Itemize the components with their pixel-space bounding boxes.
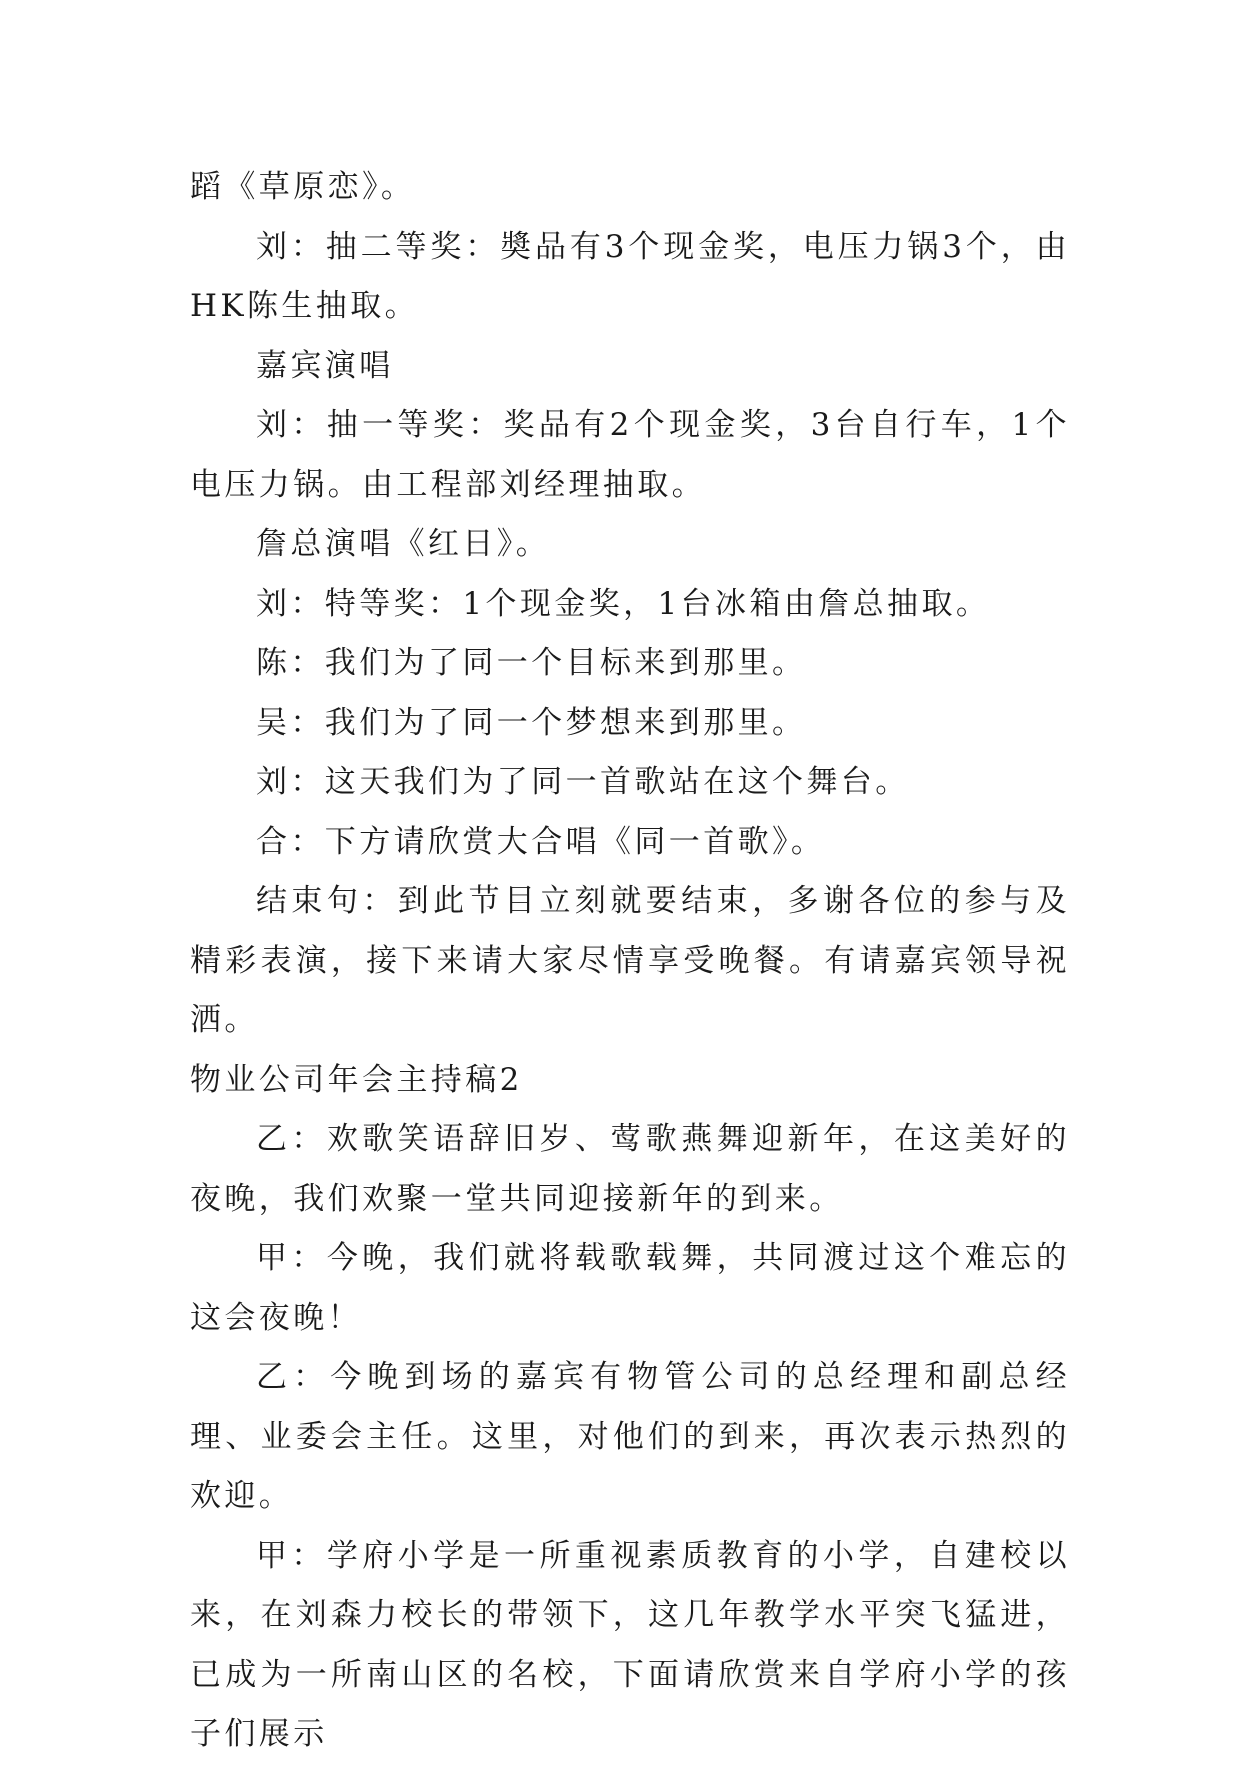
paragraph: 甲：学府小学是一所重视素质教育的小学，自建校以来，在刘森力校长的带领下，这几年教学水平突飞猛进，已成为一所南山区的名校，下面请欣赏来自学府小学的孩子们展示 xyxy=(190,1537,1070,1752)
paragraph: 刘：抽一等奖：奖品有2个现金奖，3台自行车，1个电压力锅。由工程部刘经理抽取。 xyxy=(190,407,1070,503)
paragraph: 詹总演唱《红日》。 xyxy=(256,526,551,562)
paragraph: 陈：我们为了同一个目标来到那里。 xyxy=(256,645,807,681)
paragraph: 刘：特等奖：1个现金奖，1台冰箱由詹总抽取。 xyxy=(256,585,991,622)
paragraph: 蹈《草原恋》。 xyxy=(190,169,416,205)
document-body xyxy=(190,158,1070,1765)
paragraph: 乙：欢歌笑语辞旧岁、莺歌燕舞迎新年，在这美好的夜晚，我们欢聚一堂共同迎接新年的到来。 xyxy=(190,1121,1070,1217)
paragraph: 甲：今晚，我们就将载歌载舞，共同渡过这个难忘的这会夜晚！ xyxy=(190,1240,1070,1336)
paragraph: 吴：我们为了同一个梦想来到那里。 xyxy=(256,704,807,741)
paragraph: 乙：今晚到场的嘉宾有物管公司的总经理和副总经理、业委会主任。这里，对他们的到来，再次表示热烈的欢迎。 xyxy=(190,1359,1070,1514)
paragraph: 结束句：到此节目立刻就要结束，多谢各位的参与及精彩表演，接下来请大家尽情享受晚餐。有请嘉宾领导祝洒。 xyxy=(190,883,1070,1038)
paragraph: 刘：抽二等奖：奬品有3个现金奖，电压力锅3个，由HK陈生抽取。 xyxy=(190,228,1070,324)
paragraph: 刘：这天我们为了同一首歌站在这个舞台。 xyxy=(256,764,910,800)
paragraph: 嘉宾演唱 xyxy=(256,347,394,384)
paragraph: 合：下方请欣赏大合唱《同一首歌》。 xyxy=(256,823,826,860)
section-heading: 物业公司年会主持稿2 xyxy=(190,1061,523,1098)
